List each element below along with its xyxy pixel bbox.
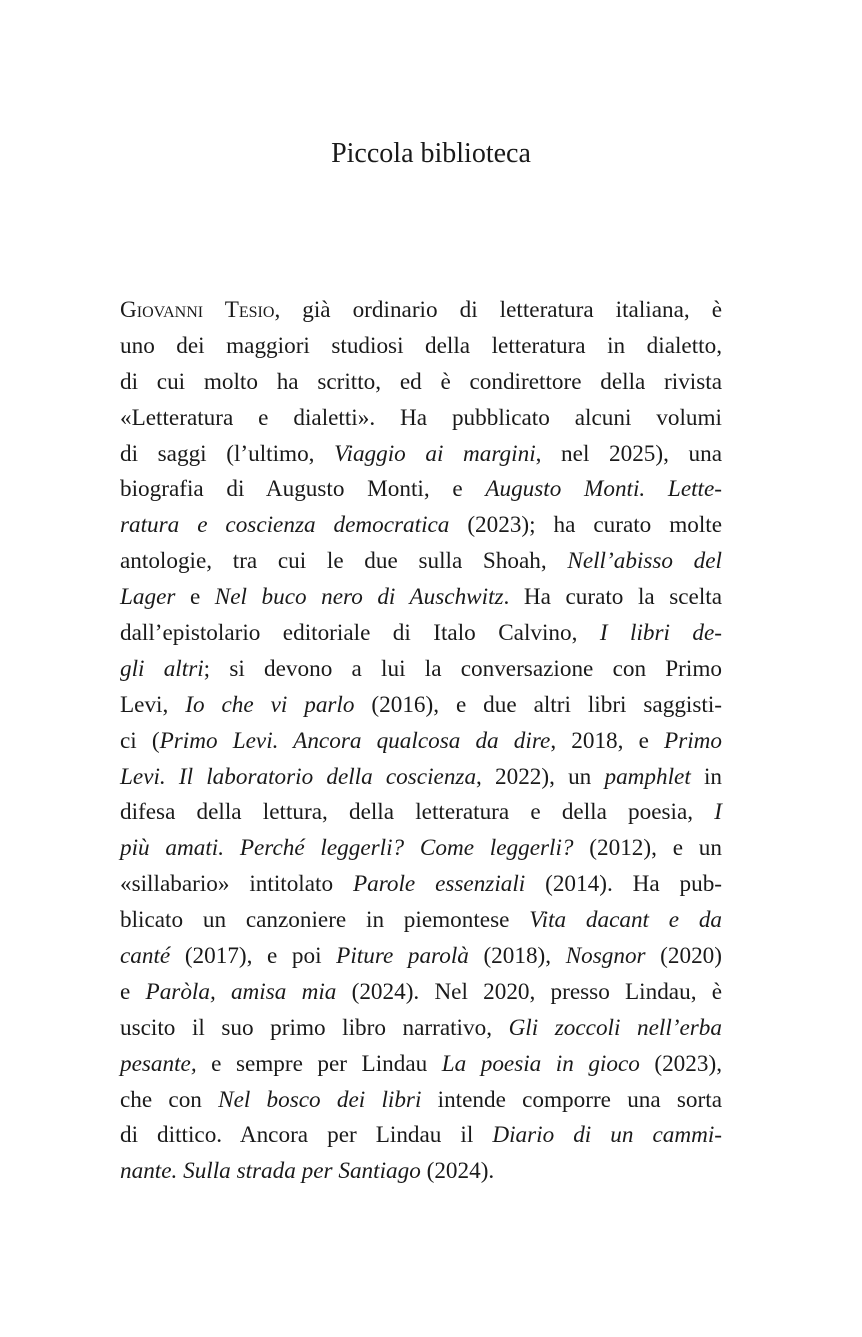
text-line <box>120 867 722 903</box>
text-segment: «Letteratura e dialetti». Ha pubblicato alcuni volumi <box>120 404 722 431</box>
text-line <box>120 1047 722 1083</box>
text-line <box>120 580 722 616</box>
italic-title-text: Diario di un cammi- <box>492 1122 722 1149</box>
text-line <box>120 508 722 544</box>
text-line <box>120 329 722 365</box>
text-segment: intende comporre una sorta <box>421 1086 722 1113</box>
text-segment: Levi, <box>120 691 186 718</box>
text-line <box>120 724 722 760</box>
text-segment: antologie, tra cui le due sulla Shoah, <box>120 548 568 575</box>
text-line <box>120 1083 722 1119</box>
italic-title-text: pesante, <box>120 1050 197 1077</box>
italic-title-text: I libri de- <box>599 620 723 647</box>
italic-title-text: Augusto Monti. Lette- <box>485 476 723 503</box>
text-segment: e <box>120 978 146 1005</box>
text-segment: , 2018, e <box>550 727 665 754</box>
italic-title-text: pamphlet <box>604 763 691 790</box>
text-line <box>120 616 722 652</box>
text-segment: di saggi (l’ultimo, <box>120 440 335 467</box>
text-line <box>120 939 722 975</box>
italic-title-text: Paròla, amisa mia <box>145 978 337 1005</box>
text-segment: biografia di Augusto Monti, e <box>120 476 486 503</box>
text-segment: in <box>690 763 722 790</box>
italic-title-text: Gli zoccoli nell’erba <box>508 1014 722 1041</box>
text-segment: uscito il suo primo libro narrativo, <box>120 1014 509 1041</box>
text-segment: . Ha curato la scelta <box>503 584 723 611</box>
text-line <box>120 903 722 939</box>
text-line <box>120 975 722 1011</box>
text-line <box>120 401 722 437</box>
text-segment: che con <box>120 1086 219 1113</box>
text-segment: , 2022), un <box>476 763 605 790</box>
italic-title-text: Primo <box>664 727 722 754</box>
italic-title-text: gli altri <box>120 655 204 682</box>
italic-title-text: I <box>714 799 722 826</box>
author-biography <box>120 293 722 1190</box>
italic-title-text: Nel bosco dei libri <box>218 1086 422 1113</box>
italic-title-text: Io che vi parlo <box>185 691 355 718</box>
text-segment: «sillabario» intitolato <box>120 871 353 898</box>
text-segment: (2024). Nel 2020, presso Lindau, è <box>336 978 723 1005</box>
italic-title-text: più amati. Perché leggerli? Come leggerli? <box>120 835 574 862</box>
text-segment: (2012), e un <box>573 835 722 862</box>
text-line <box>120 760 722 796</box>
text-segment: ; si devono a lui la conversazione con Primo <box>203 655 722 682</box>
italic-title-text: Nel buco nero di Auschwitz <box>214 584 504 611</box>
italic-title-text: La poesia in gioco <box>441 1050 640 1077</box>
italic-title-text: Vita dacant e da <box>529 907 723 934</box>
author-name: Giovanni Tesio <box>120 297 275 323</box>
text-line <box>120 293 722 329</box>
text-segment: (2020) <box>645 943 722 970</box>
italic-title-text: Lager <box>120 584 176 611</box>
text-segment: uno dei maggiori studiosi della letteratura in dialetto, <box>120 332 722 359</box>
italic-title-text: nante. Sulla strada per Santiago <box>120 1158 421 1185</box>
italic-title-text: Viaggio ai margini <box>334 440 536 467</box>
text-line <box>120 831 722 867</box>
text-line <box>120 1118 722 1154</box>
text-line <box>120 544 722 580</box>
text-segment: ci ( <box>120 727 160 754</box>
text-line <box>120 472 722 508</box>
text-segment: (2024). <box>420 1158 495 1185</box>
text-line <box>120 652 722 688</box>
italic-title-text: Nosgnor <box>565 943 646 970</box>
text-segment: , nel 2025), una <box>535 440 723 467</box>
text-segment: e <box>175 584 215 611</box>
text-line <box>120 365 722 401</box>
text-segment: (2023), <box>639 1050 722 1077</box>
text-line <box>120 688 722 724</box>
text-segment: (2016), e due altri libri saggisti- <box>354 691 722 718</box>
text-line <box>120 1154 722 1190</box>
page-title: Piccola biblioteca <box>331 138 531 169</box>
text-segment: (2014). Ha pub- <box>525 871 723 898</box>
italic-title-text: ratura e coscienza democratica <box>120 512 450 539</box>
text-line <box>120 437 722 473</box>
text-segment: (2017), e poi <box>170 943 337 970</box>
italic-title-text: canté <box>120 943 171 970</box>
text-line <box>120 795 722 831</box>
text-segment: difesa della lettura, della letteratura e della poesia, <box>120 799 715 826</box>
italic-title-text: Parole essenziali <box>352 871 526 898</box>
text-segment: dall’epistolario editoriale di Italo Calvino, <box>120 620 600 647</box>
text-segment: (2018), <box>468 943 566 970</box>
italic-title-text: Piture parolà <box>336 943 469 970</box>
text-segment: e sempre per Lindau <box>196 1050 442 1077</box>
text-segment: di dittico. Ancora per Lindau il <box>120 1122 493 1149</box>
text-line <box>120 1011 722 1047</box>
text-segment: blicato un canzoniere in piemontese <box>120 907 530 934</box>
italic-title-text: Primo Levi. Ancora qualcosa da dire <box>159 727 551 754</box>
italic-title-text: Levi. Il laboratorio della coscienza <box>120 763 477 790</box>
italic-title-text: Nell’abisso del <box>567 548 722 575</box>
text-segment: , già ordinario di letteratura italiana, è <box>274 297 722 323</box>
text-segment: di cui molto ha scritto, ed è condirettore della rivista <box>120 368 722 395</box>
text-segment: (2023); ha curato molte <box>449 512 722 539</box>
